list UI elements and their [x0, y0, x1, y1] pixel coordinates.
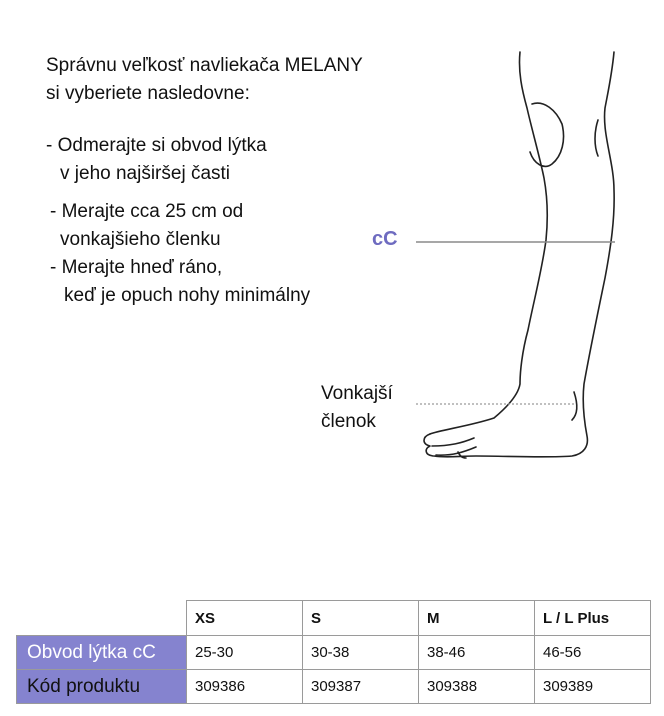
size-header: XS: [187, 601, 303, 636]
size-table: [16, 600, 651, 704]
toes: [424, 434, 476, 458]
table-cell: 25-30: [187, 636, 303, 670]
table-row: [17, 636, 651, 670]
table-cell: 309388: [419, 670, 535, 704]
step-text: - Odmerajte si obvod lýtka: [46, 135, 267, 156]
intro-line: si vyberiete nasledovne:: [46, 83, 250, 104]
size-header: S: [303, 601, 419, 636]
kneecap: [530, 103, 564, 166]
table-header-row: [17, 601, 651, 636]
calf-circumference-label: cC: [372, 228, 398, 250]
table-row: [17, 670, 651, 704]
step-text: - Merajte cca 25 cm od: [50, 201, 244, 222]
ankle-label: [321, 380, 393, 436]
table-cell: 309386: [187, 670, 303, 704]
table-cell: 30-38: [303, 636, 419, 670]
leg-front-contour: [434, 52, 614, 457]
step-text: vonkajšieho členku: [60, 229, 221, 250]
calf-muscle-line: [595, 120, 598, 156]
size-header: M: [419, 601, 535, 636]
step-text: v jeho najširšej časti: [60, 163, 231, 184]
ankle-label-line: členok: [321, 411, 376, 432]
intro-line: Správnu veľkosť navliekača MELANY: [46, 55, 363, 76]
step-text: - Merajte hneď ráno,: [50, 257, 223, 278]
size-header: L / L Plus: [535, 601, 651, 636]
row-label: Obvod lýtka cC: [17, 636, 187, 670]
table-cell: 46-56: [535, 636, 651, 670]
table-corner: [17, 601, 187, 636]
table-cell: 38-46: [419, 636, 535, 670]
step-text: keď je opuch nohy minimálny: [64, 285, 311, 306]
ankle-label-line: Vonkajší: [321, 383, 393, 404]
table-cell: 309389: [535, 670, 651, 704]
ankle-bone: [572, 392, 577, 420]
table-cell: 309387: [303, 670, 419, 704]
leg-back-contour: [430, 52, 547, 434]
row-label: Kód produktu: [17, 670, 187, 704]
